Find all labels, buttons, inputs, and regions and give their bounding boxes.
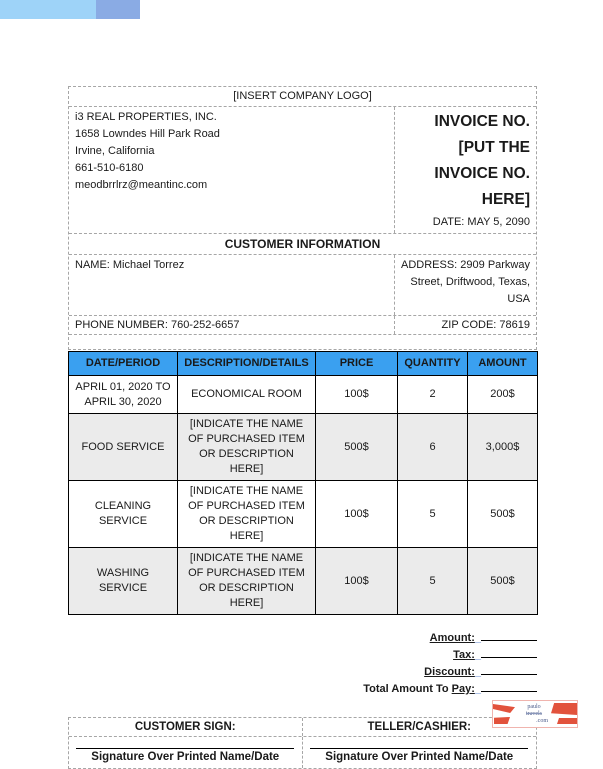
table-row <box>69 376 538 414</box>
column-header-price: PRICE <box>316 352 398 376</box>
header-decor-bar-light <box>0 0 96 19</box>
cell-amount: 500$ <box>468 481 538 548</box>
table-row <box>69 548 538 615</box>
discount-line <box>68 664 537 681</box>
company-email: meodbrrlrz@meantinc.com <box>75 179 208 191</box>
spacer-row <box>69 334 536 349</box>
column-header-date-period: DATE/PERIOD <box>69 352 178 376</box>
items-table <box>68 351 538 615</box>
column-header-description: DESCRIPTION/DETAILS <box>178 352 316 376</box>
total-blank-line <box>481 681 537 692</box>
invoice-info-table <box>68 86 537 350</box>
logo-right-stripes-icon <box>551 701 577 727</box>
invoice-date: DATE: MAY 5, 2090 <box>432 216 530 228</box>
discount-blank-line <box>481 664 537 675</box>
items-table-header-row <box>69 352 538 376</box>
discount-label: Discount: <box>424 666 475 678</box>
totals-section <box>68 630 537 698</box>
company-city: Irvine, California <box>75 145 155 157</box>
cell-description: [INDICATE THE NAME OF PURCHASED ITEM OR DESCRIPTION HERE] <box>178 548 316 615</box>
table-row <box>69 481 538 548</box>
teller-cashier-label: TELLER/CASHIER: <box>367 721 471 733</box>
company-logo-placeholder: [INSERT COMPANY LOGO] <box>233 90 372 102</box>
customer-signature-line <box>76 748 294 749</box>
cell-date-period: CLEANING SERVICE <box>69 481 178 548</box>
logo-left-stripes-icon <box>493 701 517 727</box>
header-decor-bar-dark <box>96 0 140 19</box>
customer-sign-label: CUSTOMER SIGN: <box>69 718 303 736</box>
tax-line <box>68 647 537 664</box>
tax-blank-line <box>481 647 537 658</box>
cell-quantity: 6 <box>398 414 468 481</box>
amount-blank-line <box>481 630 537 641</box>
cell-amount: 3,000$ <box>468 414 538 481</box>
amount-line <box>68 630 537 647</box>
customer-address: ADDRESS: 2909 Parkway Street, Driftwood, Texas, USA <box>401 259 530 305</box>
customer-signature-area <box>69 737 303 768</box>
customer-name-address-row <box>69 254 536 315</box>
company-street: 1658 Lowndes Hill Park Road <box>75 128 220 140</box>
signature-caption: Signature Over Printed Name/Date <box>91 751 280 763</box>
logo-text <box>517 701 551 727</box>
logo-text-line1: paulo <box>527 703 541 710</box>
cell-amount: 200$ <box>468 376 538 414</box>
cell-quantity: 5 <box>398 548 468 615</box>
cell-date-period: FOOD SERVICE <box>69 414 178 481</box>
amount-label: Amount: <box>429 632 475 644</box>
customer-zip: ZIP CODE: 78619 <box>441 319 530 331</box>
cell-amount: 500$ <box>468 548 538 615</box>
cell-description: [INDICATE THE NAME OF PURCHASED ITEM OR DESCRIPTION HERE] <box>178 414 316 481</box>
total-pay-label: Pay: <box>451 683 475 695</box>
total-amount-prefix: Total Amount To <box>363 683 452 695</box>
total-blank-marker: _ <box>474 683 481 695</box>
company-details <box>69 107 395 233</box>
cell-description: [INDICATE THE NAME OF PURCHASED ITEM OR DESCRIPTION HERE] <box>178 481 316 548</box>
table-row <box>69 414 538 481</box>
tax-blank-marker: _ <box>474 649 481 661</box>
cell-price: 100$ <box>316 376 398 414</box>
customer-phone: PHONE NUMBER: 760-252-6657 <box>69 316 395 334</box>
total-amount-line <box>68 681 537 698</box>
cell-price: 100$ <box>316 481 398 548</box>
customer-information-header: CUSTOMER INFORMATION <box>69 233 536 254</box>
column-header-amount: AMOUNT <box>468 352 538 376</box>
discount-blank-marker: _ <box>474 666 481 678</box>
invoice-number-title: INVOICE NO. [PUT THE INVOICE NO. HERE] <box>434 113 530 208</box>
cell-description: ECONOMICAL ROOM <box>178 376 316 414</box>
amount-blank-marker: _ <box>474 632 481 644</box>
cell-quantity: 2 <box>398 376 468 414</box>
cell-price: 100$ <box>316 548 398 615</box>
company-phone: 661-510-6180 <box>75 162 144 174</box>
teller-signature-area <box>303 737 537 768</box>
signature-header-row <box>69 718 536 737</box>
paulo-travels-logo <box>492 700 578 728</box>
cell-date-period: APRIL 01, 2020 TO APRIL 30, 2020 <box>69 376 178 414</box>
signature-table <box>68 717 537 769</box>
cell-price: 500$ <box>316 414 398 481</box>
cell-quantity: 5 <box>398 481 468 548</box>
cell-date-period: WASHING SERVICE <box>69 548 178 615</box>
invoice-document <box>68 86 537 769</box>
company-name: i3 REAL PROPERTIES, INC. <box>75 111 217 123</box>
invoice-number-block <box>395 107 536 233</box>
customer-name: NAME: Michael Torrez <box>69 255 395 315</box>
logo-text-line3: .com <box>536 717 548 724</box>
signature-caption: Signature Over Printed Name/Date <box>325 751 514 763</box>
customer-phone-zip-row <box>69 315 536 334</box>
logo-text-line2: travels <box>526 710 542 717</box>
signature-body-row <box>69 737 536 768</box>
tax-label: Tax: <box>453 649 475 661</box>
company-invoice-row <box>69 106 536 233</box>
column-header-quantity: QUANTITY <box>398 352 468 376</box>
teller-signature-line <box>310 748 528 749</box>
